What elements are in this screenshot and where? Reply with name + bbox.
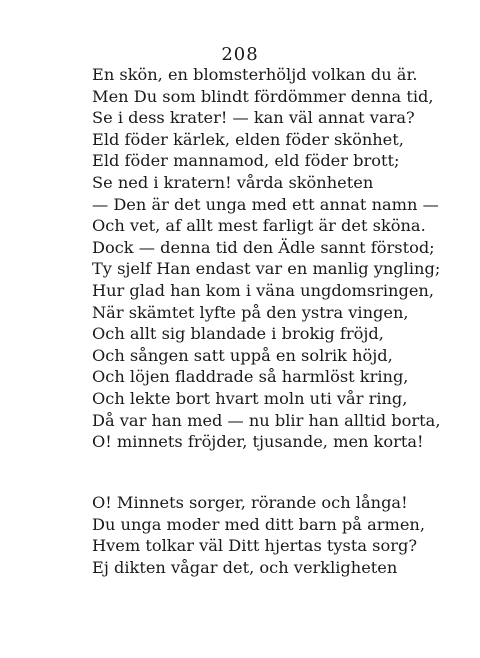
poem-line: Ty sjelf Han endast var en manlig yngling;	[92, 259, 441, 279]
poem-line: Och löjen fladdrade så harmlöst kring,	[92, 367, 409, 387]
poem-line: Och vet, af allt mest farligt är det sköna.	[92, 216, 426, 236]
poem-line: Se ned i kratern! vårda skönheten	[92, 172, 374, 192]
poem-line: Hvem tolkar väl Ditt hjertas tysta sorg?	[92, 536, 417, 556]
poem-line: Du unga moder med ditt barn på armen,	[92, 514, 425, 534]
poem-line: Eld föder kärlek, elden föder skönhet,	[92, 129, 404, 149]
poem-line: Ej dikten vågar det, och verkligheten	[92, 557, 398, 577]
poem-line: Och allt sig blandade i brokig fröjd,	[92, 324, 384, 344]
page-number: 208	[221, 44, 259, 65]
poem-line: När skämtet lyfte på den ystra vingen,	[92, 302, 409, 322]
poem-line: — Den är det unga med ett annat namn —	[92, 194, 439, 214]
poem-line: Och sången satt uppå en solrik höjd,	[92, 345, 393, 365]
poem-line: Och lekte bort hvart moln uti vår ring,	[92, 388, 408, 408]
poem-line: O! minnets fröjder, tjusande, men korta!	[92, 432, 424, 452]
poem-line: O! Minnets sorger, rörande och långa!	[92, 493, 408, 512]
poem-line: Hur glad han kom i väna ungdomsringen,	[92, 280, 434, 300]
poem-line: Se i dess krater! — kan väl annat vara?	[92, 108, 415, 128]
poem-line: Eld föder mannamod, eld föder brott;	[92, 151, 400, 171]
stanza-2	[92, 492, 452, 578]
poem-line: Men Du som blindt fördömmer denna tid,	[92, 86, 434, 106]
stanza-1	[92, 64, 452, 453]
poem-line: Då var han med — nu blir han alltid borta,	[92, 410, 441, 430]
poem-line: Dock — denna tid den Ädle sannt förstod;	[92, 237, 435, 257]
poem-line: En skön, en blomsterhöljd volkan du är.	[92, 65, 418, 84]
